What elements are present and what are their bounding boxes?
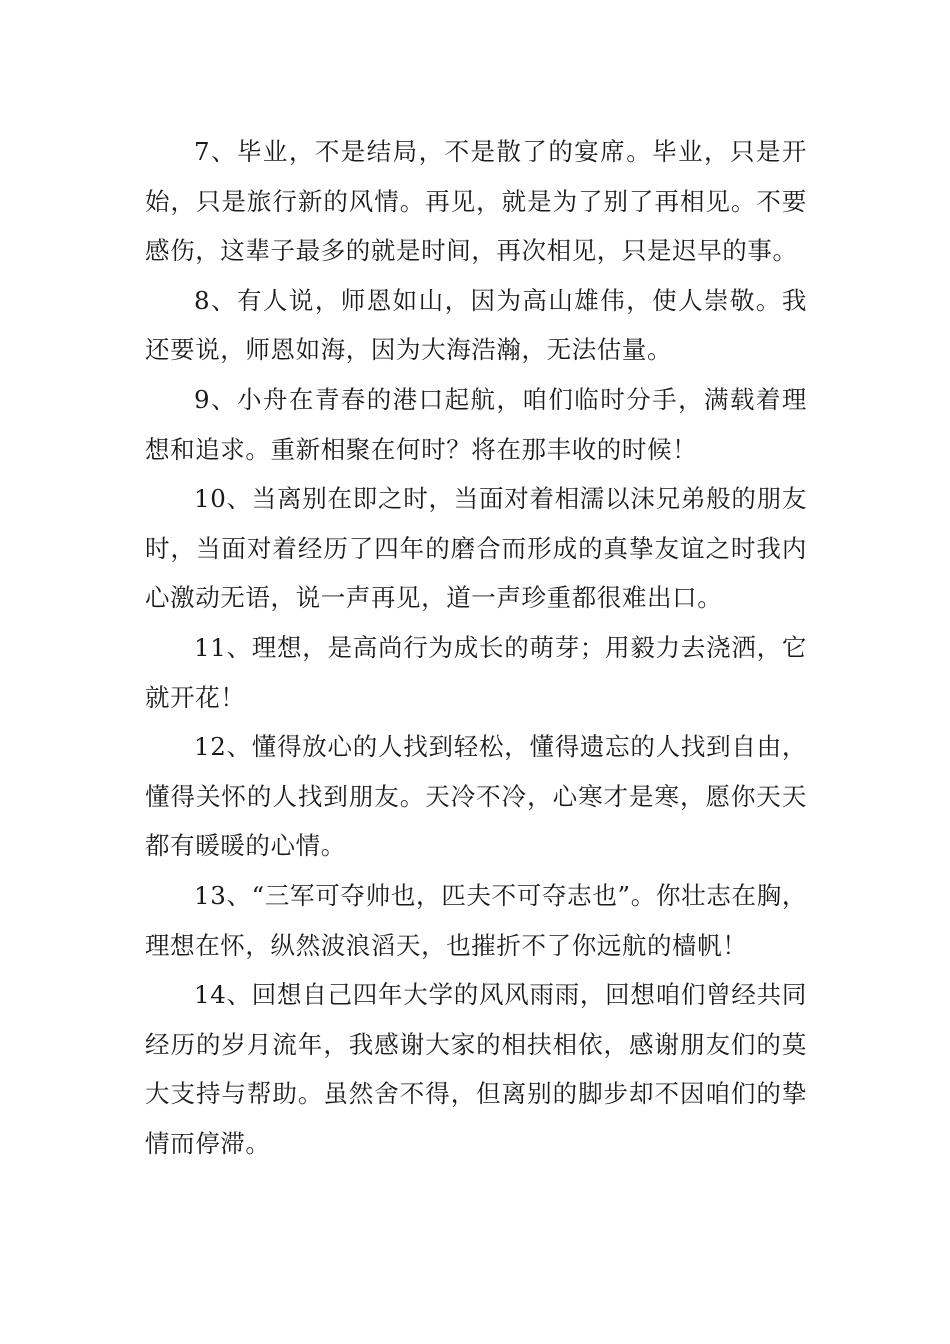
paragraph-8: 8、有人说，师恩如山，因为高山雄伟，使人崇敬。我还要说，师恩如海，因为大海浩瀚，无法估量。: [145, 285, 807, 365]
paragraph-9: 9、小舟在青春的港口起航，咱们临时分手，满载着理想和追求。重新相聚在何时？将在那丰收的时候！: [145, 384, 807, 464]
paragraph-13: 13、“三军可夺帅也，匹夫不可夺志也”。你壮志在胸，理想在怀，纵然波浪滔天，也摧折不了你远航的樯帆！: [145, 880, 807, 960]
paragraph-11: 11、理想，是高尚行为成长的萌芽；用毅力去浇洒，它就开花！: [145, 632, 807, 712]
paragraph-12: 12、懂得放心的人找到轻松，懂得遗忘的人找到自由，懂得关怀的人找到朋友。天冷不冷，心寒才是寒，愿你天天都有暖暖的心情。: [145, 732, 807, 861]
document-body: [145, 127, 807, 1168]
paragraph-10: 10、当离别在即之时，当面对着相濡以沫兄弟般的朋友时，当面对着经历了四年的磨合而形成的真挚友谊之时我内心激动无语，说一声再见，道一声珍重都很难出口。: [145, 484, 807, 613]
paragraph-7: 7、毕业，不是结局，不是散了的宴席。毕业，只是开始，只是旅行新的风情。再见，就是为了别了再相见。不要感伤，这辈子最多的就是时间，再次相见，只是迟早的事。: [145, 137, 807, 266]
paragraph-14: 14、回想自己四年大学的风风雨雨，回想咱们曾经共同经历的岁月流年，我感谢大家的相扶相依，感谢朋友们的莫大支持与帮助。虽然舍不得，但离别的脚步却不因咱们的挚情而停滞。: [145, 980, 807, 1158]
